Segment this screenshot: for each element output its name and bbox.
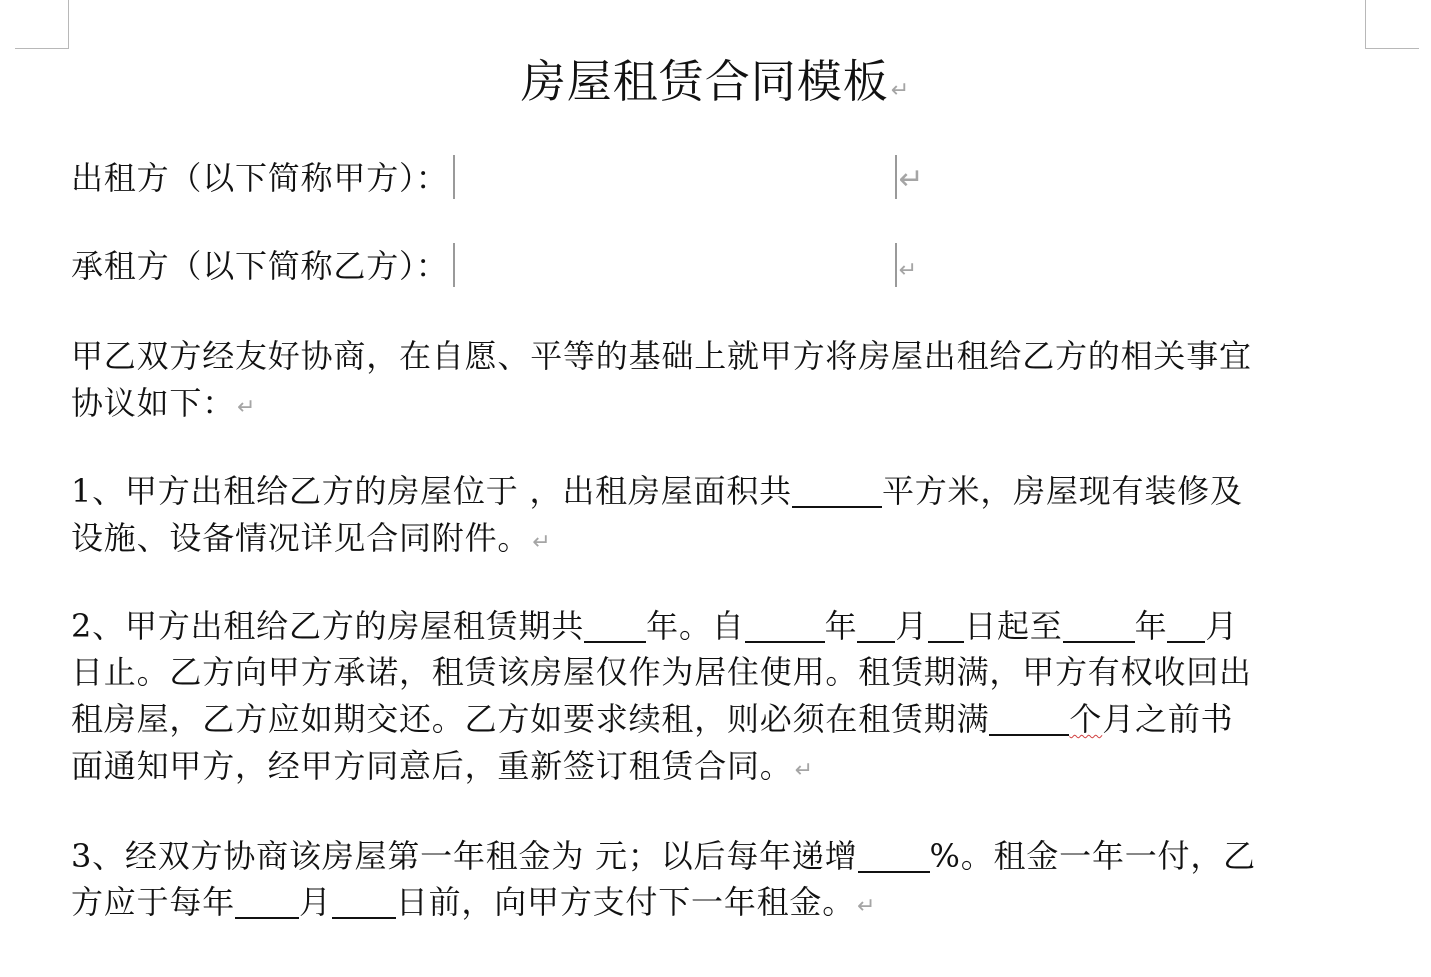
clause-text: %。租金一年一付，乙 bbox=[929, 837, 1256, 875]
clause-text: 年 bbox=[1134, 607, 1168, 645]
intro-line-1[interactable] bbox=[71, 333, 1252, 379]
clause-text: 平方米，房屋现有装修及 bbox=[881, 472, 1243, 510]
spellcheck-squiggle-text[interactable]: 个 bbox=[1069, 700, 1103, 738]
paragraph-mark-icon: ↵ bbox=[794, 758, 814, 783]
clause-text: 方应于每年 bbox=[71, 883, 236, 921]
paragraph-mark-icon: ↵ bbox=[237, 395, 257, 420]
payment-day-blank[interactable] bbox=[332, 887, 396, 919]
clause-text: 设施、设备情况详见合同附件。 bbox=[71, 519, 531, 557]
clause-text: 3、经双方协商该房屋第一年租金为 元；以后每年递增 bbox=[71, 837, 858, 875]
end-month-blank[interactable] bbox=[1167, 611, 1205, 643]
end-year-blank[interactable] bbox=[1063, 611, 1135, 643]
clause-text: 月 bbox=[299, 883, 332, 921]
clause-1-line-1[interactable] bbox=[71, 468, 1243, 514]
start-month-blank[interactable] bbox=[857, 611, 895, 643]
payment-month-blank[interactable] bbox=[235, 887, 299, 919]
paragraph-mark-icon: ↵ bbox=[898, 258, 918, 283]
clause-text: 月之前书 bbox=[1102, 700, 1234, 738]
intro-text: 协议如下： bbox=[71, 384, 236, 422]
clause-1-line-2[interactable] bbox=[71, 515, 551, 566]
document-title[interactable] bbox=[0, 52, 1431, 121]
area-blank[interactable] bbox=[792, 476, 882, 508]
start-day-blank[interactable] bbox=[928, 611, 964, 643]
lessee-line[interactable] bbox=[71, 243, 918, 294]
document-title-text: 房屋租赁合同模板 bbox=[520, 55, 889, 108]
clause-text: 月 bbox=[1205, 607, 1239, 645]
clause-2-line-1[interactable] bbox=[71, 603, 1238, 649]
clause-2-line-4[interactable] bbox=[71, 743, 814, 794]
clause-text: 月 bbox=[895, 607, 929, 645]
paragraph-mark-icon: ↵ bbox=[857, 894, 877, 919]
paragraph-mark-icon: ↵ bbox=[890, 78, 911, 103]
clause-3-line-1[interactable] bbox=[71, 833, 1256, 879]
clause-text: 年 bbox=[824, 607, 858, 645]
clause-text: 日前，向甲方支付下一年租金。 bbox=[395, 883, 856, 921]
clause-text: 1、甲方出租给乙方的房屋位于 ，出租房屋面积共 bbox=[71, 472, 792, 510]
clause-text: 租房屋，乙方应如期交还。乙方如要求续租，则必须在租赁期满 bbox=[71, 700, 990, 738]
lessor-line[interactable] bbox=[71, 155, 925, 203]
clause-3-line-2[interactable] bbox=[71, 879, 876, 930]
clause-text: 年。自 bbox=[646, 607, 745, 645]
intro-line-2[interactable] bbox=[71, 380, 256, 431]
clause-text: 日止。乙方向甲方承诺，租赁该房屋仅作为居住使用。租赁期满，甲方有权收回出 bbox=[71, 653, 1252, 691]
clause-2-line-2[interactable] bbox=[71, 649, 1252, 695]
paragraph-mark-icon: ↵ bbox=[898, 162, 925, 197]
clause-text: 面通知甲方，经甲方同意后，重新签订租赁合同。 bbox=[71, 747, 793, 785]
lessee-label: 承租方（以下简称乙方）： bbox=[71, 247, 449, 285]
paragraph-mark-icon: ↵ bbox=[532, 530, 552, 555]
term-years-blank[interactable] bbox=[584, 611, 646, 643]
clause-2-line-3[interactable] bbox=[71, 696, 1233, 742]
lessor-label: 出租方（以下简称甲方）： bbox=[71, 159, 449, 197]
crop-mark-top-right bbox=[1365, 0, 1419, 49]
increase-percent-blank[interactable] bbox=[858, 841, 930, 873]
clause-text: 日起至 bbox=[964, 607, 1063, 645]
lessor-input-field[interactable] bbox=[453, 155, 897, 199]
notice-months-blank[interactable] bbox=[989, 704, 1069, 736]
start-year-blank[interactable] bbox=[745, 611, 825, 643]
clause-text: 2、甲方出租给乙方的房屋租赁期共 bbox=[71, 607, 585, 645]
intro-text: 甲乙双方经友好协商，在自愿、平等的基础上就甲方将房屋出租给乙方的相关事宜 bbox=[71, 337, 1252, 375]
crop-mark-top-left bbox=[15, 0, 69, 49]
lessee-input-field[interactable] bbox=[453, 243, 897, 287]
